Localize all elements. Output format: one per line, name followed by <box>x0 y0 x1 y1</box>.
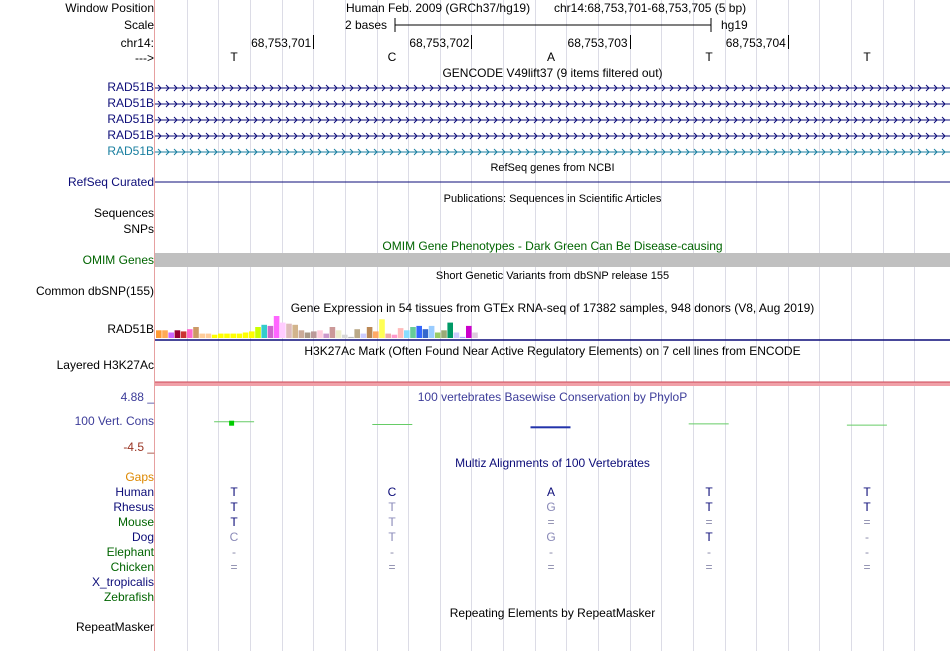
gtex-tissue-bar <box>212 335 218 338</box>
gencode-track-title[interactable]: GENCODE V49lift37 (9 items filtered out) <box>442 66 663 80</box>
gtex-tissue-bar <box>175 330 181 338</box>
gencode-transcript-label[interactable]: RAD51B <box>107 112 154 126</box>
gtex-tissue-bar <box>299 330 305 338</box>
h3k27ac-track-title[interactable]: H3K27Ac Mark (Often Found Near Active Regulatory Elements) on 7 cell lines from ENCODE <box>304 344 801 358</box>
gtex-tissue-bar <box>398 328 404 338</box>
phylop-plot[interactable] <box>155 398 950 450</box>
gencode-transcript-label[interactable]: RAD51B <box>107 80 154 94</box>
gtex-tissue-bar <box>261 325 267 338</box>
gtex-tissue-bar <box>199 334 205 338</box>
multiz-track-title[interactable]: Multiz Alignments of 100 Vertebrates <box>455 456 650 470</box>
aligned-base: - <box>707 545 711 559</box>
sequences-track-label[interactable]: Sequences <box>93 206 154 220</box>
aligned-base: = <box>863 560 871 574</box>
gtex-tissue-bar <box>237 334 243 338</box>
aligned-base: T <box>388 515 396 529</box>
repeatmasker-track-title[interactable]: Repeating Elements by RepeatMasker <box>449 606 656 620</box>
ruler-tick <box>630 35 631 49</box>
gtex-tissue-bar <box>392 335 398 338</box>
gencode-transcript-intron[interactable] <box>155 98 950 110</box>
assembly-title: Human Feb. 2009 (GRCh37/hg19) <box>346 1 531 15</box>
gtex-tissue-bar <box>311 331 317 338</box>
reference-base: T <box>705 50 713 64</box>
reference-base: C <box>387 50 397 64</box>
gaps-label: Gaps <box>125 470 154 484</box>
gencode-transcript-intron[interactable] <box>155 82 950 94</box>
species-label[interactable]: Chicken <box>110 560 154 574</box>
reference-base: T <box>230 50 238 64</box>
gtex-tissue-bar <box>187 329 193 338</box>
species-label[interactable]: Zebrafish <box>103 590 154 604</box>
gtex-tissue-bar <box>268 326 274 338</box>
gencode-transcript-intron[interactable] <box>155 114 950 126</box>
gtex-tissue-bar <box>354 329 360 338</box>
window-position-label: Window Position <box>65 1 154 15</box>
gtex-tissue-bar <box>435 333 441 339</box>
aligned-base: = <box>230 560 238 574</box>
gtex-tissue-bar <box>280 323 286 338</box>
gtex-track-label[interactable]: RAD51B <box>107 322 154 336</box>
gtex-tissue-bar <box>342 335 348 338</box>
gtex-track-title[interactable]: Gene Expression in 54 tissues from GTEx RNA-seq of 17382 samples, 948 donors (V8, Aug 2019) <box>290 301 815 315</box>
gtex-tissue-bar <box>460 337 466 338</box>
gencode-transcript-label[interactable]: RAD51B <box>107 128 154 142</box>
aligned-base: = <box>547 515 555 529</box>
omim-track-label[interactable]: OMIM Genes <box>82 253 154 267</box>
gtex-tissue-bar <box>168 333 174 339</box>
species-label[interactable]: X_tropicalis <box>91 575 154 589</box>
aligned-base: T <box>230 500 238 514</box>
gencode-transcript-intron[interactable] <box>155 146 950 158</box>
gtex-tissue-bar <box>429 326 435 338</box>
scale-text: 2 bases <box>345 18 388 32</box>
species-label[interactable]: Dog <box>131 530 154 544</box>
gtex-tissue-bar <box>292 325 298 338</box>
phylop-track-title[interactable]: 100 vertebrates Basewise Conservation by PhyloP <box>417 390 688 404</box>
aligned-base: T <box>388 530 396 544</box>
gtex-tissue-bar <box>323 334 329 338</box>
gtex-tissue-bar <box>472 333 478 339</box>
scale-label: Scale <box>123 18 154 32</box>
aligned-base: T <box>388 500 396 514</box>
ruler-tick <box>788 35 789 49</box>
aligned-base: T <box>863 500 871 514</box>
omim-track-title[interactable]: OMIM Gene Phenotypes - Dark Green Can Be Disease-causing <box>382 239 723 253</box>
gtex-tissue-bar <box>466 326 472 338</box>
gtex-tissue-bar <box>361 334 367 338</box>
refseq-track-title[interactable]: RefSeq genes from NCBI <box>490 162 615 174</box>
aligned-base: = <box>705 515 713 529</box>
aligned-base: = <box>705 560 713 574</box>
aligned-base: T <box>863 485 871 499</box>
aligned-base: - <box>232 545 236 559</box>
aligned-base: G <box>546 530 556 544</box>
repeatmasker-track-label[interactable]: RepeatMasker <box>75 620 154 634</box>
ruler-coordinate: 68,753,704 <box>725 36 786 50</box>
scale-bar <box>390 16 720 34</box>
reference-base: T <box>863 50 871 64</box>
species-label[interactable]: Rhesus <box>113 500 154 514</box>
gtex-tissue-bar <box>367 327 373 338</box>
gtex-tissue-bar <box>156 330 162 338</box>
species-label[interactable]: Elephant <box>106 545 154 559</box>
gtex-tissue-bar <box>249 331 255 338</box>
gtex-tissue-bar <box>224 334 230 338</box>
aligned-base: - <box>549 545 553 559</box>
species-label[interactable]: Human <box>115 485 154 499</box>
h3k27ac-track-label[interactable]: Layered H3K27Ac <box>56 358 154 372</box>
aligned-base: C <box>229 530 239 544</box>
refseq-track-label[interactable]: RefSeq Curated <box>67 175 154 189</box>
aligned-base: - <box>390 545 394 559</box>
chrom-label: chr14: <box>120 36 154 50</box>
aligned-base: T <box>230 485 238 499</box>
db-name: hg19 <box>721 18 748 32</box>
dbsnp-track-label[interactable]: Common dbSNP(155) <box>35 284 154 298</box>
gtex-tissue-bar <box>423 329 429 338</box>
phylop-score-bar <box>229 421 234 426</box>
ruler-coordinate: 68,753,701 <box>251 36 312 50</box>
gtex-tissue-bar <box>274 316 280 338</box>
aligned-base: T <box>705 485 713 499</box>
window-position[interactable]: chr14:68,753,701-68,753,705 (5 bp) <box>554 1 747 15</box>
phylop-ymin: -4.5 _ <box>123 440 154 454</box>
aligned-base: = <box>388 560 396 574</box>
gtex-tissue-bar <box>336 330 342 338</box>
gtex-tissue-bar <box>441 330 447 338</box>
aligned-base: - <box>865 545 869 559</box>
gtex-tissue-bar <box>230 334 236 338</box>
ruler-coordinate: 68,753,702 <box>409 36 470 50</box>
dbsnp-track-title[interactable]: Short Genetic Variants from dbSNP release 155 <box>435 270 670 282</box>
ruler-tick <box>313 35 314 49</box>
publications-track-title[interactable]: Publications: Sequences in Scientific Articles <box>443 193 662 205</box>
gtex-tissue-bar <box>206 334 212 338</box>
gtex-tissue-bar <box>410 327 416 338</box>
gtex-tissue-bar <box>404 330 410 338</box>
omim-gene-block[interactable] <box>155 253 950 267</box>
gtex-tissue-bar <box>218 334 224 338</box>
gtex-tissue-bar <box>255 327 261 338</box>
gtex-tissue-bar <box>181 331 187 338</box>
ruler-tick <box>471 35 472 49</box>
aligned-base: T <box>705 530 713 544</box>
gtex-tissue-bar <box>286 324 292 338</box>
aligned-base: C <box>387 485 397 499</box>
aligned-base: = <box>863 515 871 529</box>
gtex-tissue-bar <box>385 334 391 338</box>
gtex-tissue-bar <box>193 327 199 338</box>
phylop-ymax: 4.88 _ <box>120 390 154 404</box>
gencode-transcript-label[interactable]: RAD51B <box>107 144 154 158</box>
gtex-tissue-bar <box>330 327 336 338</box>
aligned-base: - <box>865 530 869 544</box>
aligned-base: = <box>547 560 555 574</box>
gtex-tissue-bar <box>305 333 311 339</box>
gencode-transcript-label[interactable]: RAD51B <box>107 96 154 110</box>
ruler-coordinate: 68,753,703 <box>567 36 628 50</box>
h3k27ac-signal[interactable] <box>155 378 950 388</box>
gtex-tissue-bar <box>348 337 354 338</box>
gtex-tissue-bar <box>454 333 460 339</box>
gtex-tissue-bar <box>373 331 379 338</box>
gtex-bar-chart[interactable] <box>155 316 950 342</box>
aligned-base: T <box>230 515 238 529</box>
aligned-base: A <box>546 485 555 499</box>
gencode-transcript-intron[interactable] <box>155 130 950 142</box>
gtex-tissue-bar <box>317 330 323 338</box>
phylop-score-bar <box>531 426 571 428</box>
gtex-tissue-bar <box>447 323 453 338</box>
gtex-tissue-bar <box>162 330 168 338</box>
gtex-tissue-bar <box>243 333 249 339</box>
strand-label: ---> <box>135 51 154 65</box>
phylop-track-label[interactable]: 100 Vert. Cons <box>74 414 154 428</box>
aligned-base: T <box>705 500 713 514</box>
refseq-gene-line[interactable] <box>155 176 950 188</box>
gtex-tissue-bar <box>416 326 422 338</box>
snps-track-label[interactable]: SNPs <box>123 222 154 236</box>
reference-base: A <box>546 50 555 64</box>
gtex-tissue-bar <box>379 319 385 338</box>
species-label[interactable]: Mouse <box>117 515 154 529</box>
aligned-base: G <box>546 500 556 514</box>
